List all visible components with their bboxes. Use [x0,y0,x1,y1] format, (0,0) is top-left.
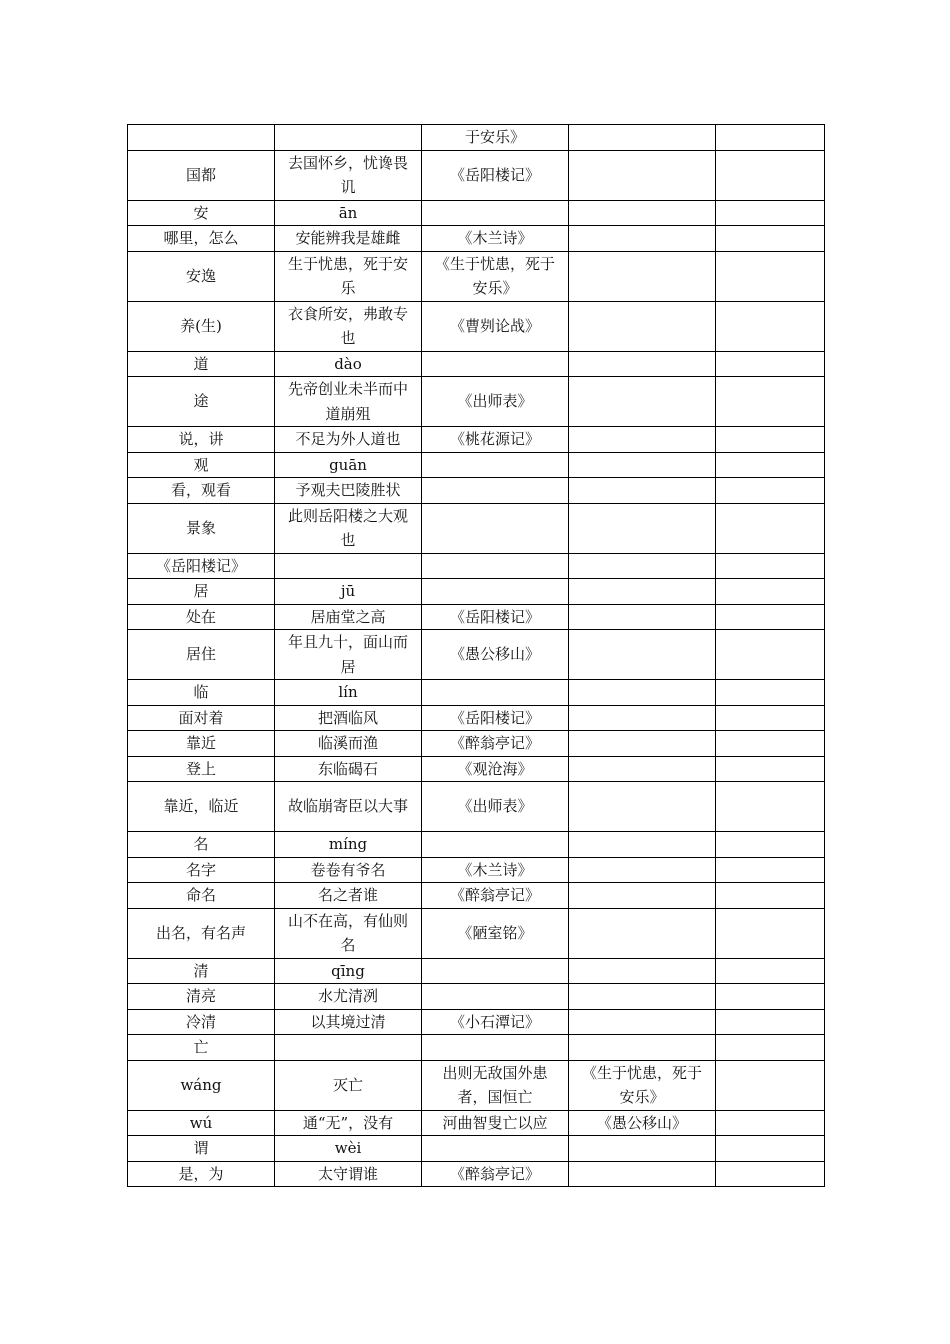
table-cell [569,705,716,731]
table-cell: wú [128,1110,275,1136]
table-row [128,150,825,200]
table-cell [422,984,569,1010]
table-cell: 不足为外人道也 [275,427,422,453]
table-row [128,301,825,351]
table-row [128,680,825,706]
table-cell: guān [275,452,422,478]
table-cell [716,226,825,252]
table-cell: 靠近 [128,731,275,757]
table-cell [569,857,716,883]
table-cell [716,1035,825,1061]
table-row [128,604,825,630]
table-cell [716,680,825,706]
table-cell: 名字 [128,857,275,883]
table-cell [569,908,716,958]
table-cell [569,1009,716,1035]
table-cell: 谓 [128,1136,275,1162]
table-cell [716,377,825,427]
table-cell: 衣食所安，弗敢专也 [275,301,422,351]
table-cell [716,1161,825,1187]
table-cell: 临 [128,680,275,706]
table-cell: 命名 [128,883,275,909]
table-cell [716,579,825,605]
table-row [128,908,825,958]
table-cell: 于安乐》 [422,125,569,151]
vocabulary-table [127,124,825,1187]
table-cell [275,1035,422,1061]
table-cell: lín [275,680,422,706]
table-cell: 《出师表》 [422,782,569,832]
table-cell [569,301,716,351]
table-cell [569,452,716,478]
table-cell [716,301,825,351]
table-cell [569,351,716,377]
table-cell [716,705,825,731]
table-cell [422,1136,569,1162]
table-cell [422,958,569,984]
table-cell: 靠近，临近 [128,782,275,832]
table-cell [716,1136,825,1162]
table-row [128,1060,825,1110]
table-row [128,478,825,504]
table-cell: 年且九十，面山而居 [275,630,422,680]
table-cell: 《小石潭记》 [422,1009,569,1035]
table-row [128,377,825,427]
table-cell [422,832,569,858]
table-row [128,427,825,453]
table-cell [569,756,716,782]
table-cell: 《岳阳楼记》 [422,705,569,731]
table-cell [716,984,825,1010]
table-row [128,883,825,909]
table-cell [716,427,825,453]
table-row [128,200,825,226]
table-cell: 把酒临风 [275,705,422,731]
table-cell [422,579,569,605]
table-cell: jū [275,579,422,605]
table-cell [275,125,422,151]
table-row [128,579,825,605]
table-cell [716,150,825,200]
table-row [128,1009,825,1035]
table-cell: 《岳阳楼记》 [422,150,569,200]
table-cell: 灭亡 [275,1060,422,1110]
table-cell: 冷清 [128,1009,275,1035]
table-row [128,832,825,858]
table-row [128,984,825,1010]
table-cell: 名 [128,832,275,858]
table-row [128,857,825,883]
table-row [128,630,825,680]
table-cell: 《桃花源记》 [422,427,569,453]
table-cell [716,857,825,883]
table-cell [422,553,569,579]
table-cell: 先帝创业未半而中道崩殂 [275,377,422,427]
table-cell [569,604,716,630]
table-row [128,1110,825,1136]
table-cell [569,883,716,909]
table-cell: 水尤清冽 [275,984,422,1010]
table-cell: 亡 [128,1035,275,1061]
table-cell: 生于忧患，死于安乐 [275,251,422,301]
table-cell: 卷卷有爷名 [275,857,422,883]
table-row [128,782,825,832]
table-cell: 此则岳阳楼之大观也 [275,503,422,553]
table-cell [716,630,825,680]
table-cell [716,125,825,151]
table-row [128,251,825,301]
table-cell: míng [275,832,422,858]
table-cell [716,1060,825,1110]
table-cell [716,200,825,226]
table-cell: 《愚公移山》 [569,1110,716,1136]
table-cell [569,1035,716,1061]
table-cell: 道 [128,351,275,377]
table-row [128,731,825,757]
table-cell: wáng [128,1060,275,1110]
table-cell [569,553,716,579]
table-cell: 出则无敌国外患者，国恒亡 [422,1060,569,1110]
table-cell [716,958,825,984]
table-cell: 名之者谁 [275,883,422,909]
table-cell: 处在 [128,604,275,630]
table-cell: 景象 [128,503,275,553]
table-cell [569,731,716,757]
table-cell: 出名，有名声 [128,908,275,958]
table-cell: qīng [275,958,422,984]
table-cell [716,478,825,504]
table-cell [275,553,422,579]
table-cell: 太守谓谁 [275,1161,422,1187]
table-cell: 看，观看 [128,478,275,504]
table-cell [716,1009,825,1035]
table-cell [569,150,716,200]
table-cell [716,908,825,958]
table-row [128,553,825,579]
table-cell: 安逸 [128,251,275,301]
table-row [128,756,825,782]
table-cell: 清亮 [128,984,275,1010]
table-cell [716,782,825,832]
table-cell: 国都 [128,150,275,200]
table-cell: 《曹刿论战》 [422,301,569,351]
table-cell: 居住 [128,630,275,680]
table-cell [716,832,825,858]
table-cell: dào [275,351,422,377]
table-cell: 河曲智叟亡以应 [422,1110,569,1136]
table-row [128,1035,825,1061]
table-row [128,705,825,731]
table-cell: 居庙堂之高 [275,604,422,630]
table-cell [716,604,825,630]
table-cell: 安 [128,200,275,226]
table-cell [569,377,716,427]
table-cell [569,579,716,605]
table-cell: 途 [128,377,275,427]
table-cell [716,1110,825,1136]
table-cell: 《岳阳楼记》 [128,553,275,579]
table-cell: 山不在高，有仙则名 [275,908,422,958]
table-cell: ān [275,200,422,226]
table-cell: 通“无”，没有 [275,1110,422,1136]
table-cell: 《观沧海》 [422,756,569,782]
table-cell: 《木兰诗》 [422,226,569,252]
vocabulary-table-body [128,125,825,1187]
table-cell [422,452,569,478]
table-cell: 《出师表》 [422,377,569,427]
table-cell: 清 [128,958,275,984]
table-cell: 以其境过清 [275,1009,422,1035]
table-cell [716,452,825,478]
table-cell: 观 [128,452,275,478]
table-cell: 《生于忧患，死于安乐》 [569,1060,716,1110]
table-cell [716,756,825,782]
table-cell: 《醉翁亭记》 [422,883,569,909]
table-cell: 登上 [128,756,275,782]
table-cell: 予观夫巴陵胜状 [275,478,422,504]
table-cell [422,351,569,377]
table-cell [422,503,569,553]
table-cell [569,1161,716,1187]
table-cell [569,125,716,151]
table-cell [569,832,716,858]
table-cell [422,200,569,226]
table-row [128,125,825,151]
table-cell [716,503,825,553]
table-cell [569,1136,716,1162]
table-cell [128,125,275,151]
table-row [128,452,825,478]
table-cell: 居 [128,579,275,605]
table-row [128,1136,825,1162]
table-cell: 《生于忧患，死于安乐》 [422,251,569,301]
table-cell: wèi [275,1136,422,1162]
table-cell: 东临碣石 [275,756,422,782]
table-cell: 哪里，怎么 [128,226,275,252]
table-cell: 是，为 [128,1161,275,1187]
table-cell [569,226,716,252]
table-cell [569,630,716,680]
table-cell [716,351,825,377]
table-cell [569,958,716,984]
table-cell: 临溪而渔 [275,731,422,757]
table-cell: 《陋室铭》 [422,908,569,958]
table-cell [569,503,716,553]
table-cell [569,427,716,453]
table-row [128,958,825,984]
table-cell [569,200,716,226]
table-cell [569,984,716,1010]
table-cell [569,782,716,832]
table-cell [569,251,716,301]
table-cell: 安能辨我是雄雌 [275,226,422,252]
table-cell [422,1035,569,1061]
table-cell: 面对着 [128,705,275,731]
table-cell [716,883,825,909]
table-cell: 故临崩寄臣以大事 [275,782,422,832]
table-cell: 去国怀乡，忧谗畏讥 [275,150,422,200]
table-cell: 《醉翁亭记》 [422,731,569,757]
table-cell: 养(生) [128,301,275,351]
table-cell [569,680,716,706]
table-cell: 《愚公移山》 [422,630,569,680]
table-cell: 《岳阳楼记》 [422,604,569,630]
table-cell [716,731,825,757]
table-row [128,351,825,377]
table-cell [422,478,569,504]
table-cell: 说，讲 [128,427,275,453]
table-cell [716,251,825,301]
table-row [128,503,825,553]
table-cell [569,478,716,504]
table-cell: 《木兰诗》 [422,857,569,883]
table-cell: 《醉翁亭记》 [422,1161,569,1187]
table-cell [422,680,569,706]
table-cell [716,553,825,579]
table-row [128,1161,825,1187]
table-row [128,226,825,252]
